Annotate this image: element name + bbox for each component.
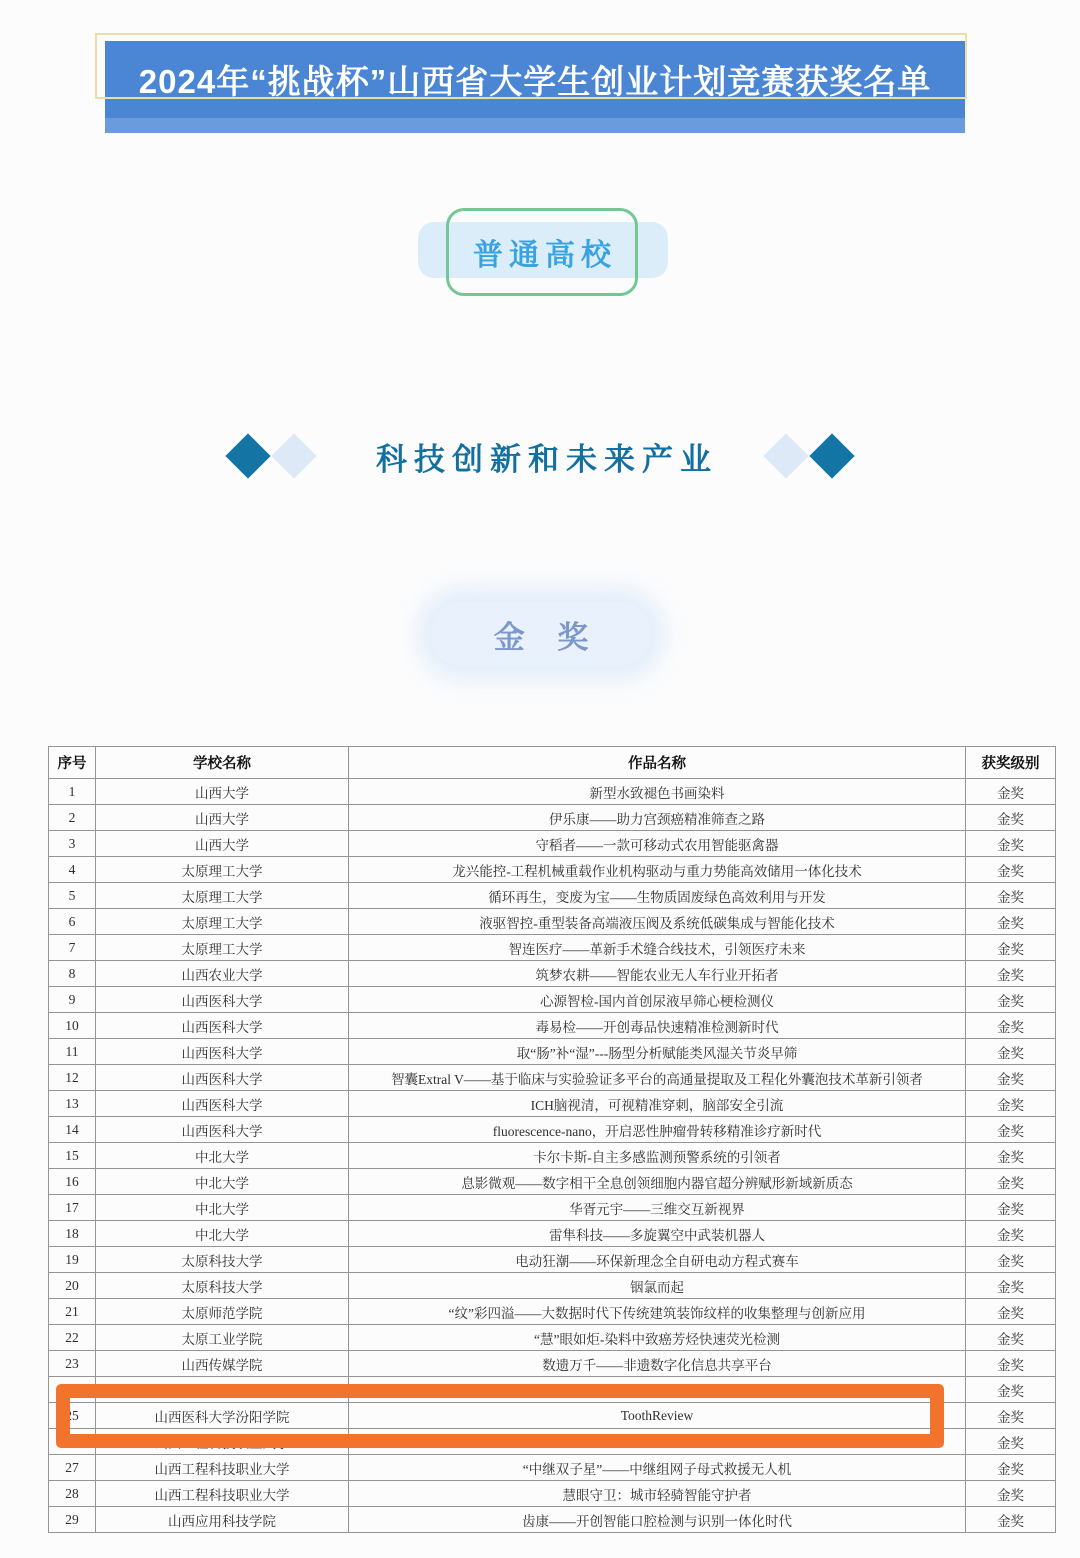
award-level: 金奖 xyxy=(966,883,1056,909)
award-level: 金奖 xyxy=(966,909,1056,935)
school-name: 太原科技大学 xyxy=(96,1273,349,1299)
table-row xyxy=(49,1273,1056,1299)
school-name: 太原师范学院 xyxy=(96,1299,349,1325)
row-number: 2 xyxy=(49,805,96,831)
school-name: 太原工业学院 xyxy=(96,1325,349,1351)
table-row xyxy=(49,1377,1056,1403)
school-name: 山西工程科技职业大学 xyxy=(96,1455,349,1481)
award-level: 金奖 xyxy=(966,1091,1056,1117)
award-level: 金奖 xyxy=(966,1507,1056,1533)
school-name: 太原理工大学 xyxy=(96,883,349,909)
award-level: 金奖 xyxy=(966,805,1056,831)
row-number: 26 xyxy=(49,1429,96,1455)
school-name: 中北大学 xyxy=(96,1169,349,1195)
category-badge-label: 普通高校 xyxy=(473,239,617,272)
school-name: 中北大学 xyxy=(96,1221,349,1247)
table-row xyxy=(49,1013,1056,1039)
work-title: 雷隼科技——多旋翼空中武装机器人 xyxy=(349,1221,966,1247)
work-title: 铟氯而起 xyxy=(349,1273,966,1299)
table-row xyxy=(49,805,1056,831)
work-title: 取“肠”补“湿”---肠型分析赋能类风湿关节炎早筛 xyxy=(349,1039,966,1065)
work-title: ICH脑视清，可视精准穿刺，脑部安全引流 xyxy=(349,1091,966,1117)
award-level: 金奖 xyxy=(966,1273,1056,1299)
school-name: 山西医科大学 xyxy=(96,1013,349,1039)
school-name: 山西应用科技学院 xyxy=(96,1507,349,1533)
row-number: 21 xyxy=(49,1299,96,1325)
row-number: 17 xyxy=(49,1195,96,1221)
diamond-icon xyxy=(225,433,270,478)
table-row xyxy=(49,779,1056,805)
work-title: 智囊Extral V——基于临床与实验验证多平台的高通量提取及工程化外囊泡技术革新引领者 xyxy=(349,1065,966,1091)
column-header: 学校名称 xyxy=(96,747,349,779)
work-title: 息影微观——数字相干全息创领细胞内器官超分辨赋形新域新质态 xyxy=(349,1169,966,1195)
award-level: 金奖 xyxy=(966,935,1056,961)
award-level: 金奖 xyxy=(966,1403,1056,1429)
table-row xyxy=(49,1429,1056,1455)
row-number: 14 xyxy=(49,1117,96,1143)
work-title: 循环再生，变废为宝——生物质固废绿色高效利用与开发 xyxy=(349,883,966,909)
work-title: 数遗万千——非遗数字化信息共享平台 xyxy=(349,1351,966,1377)
award-level: 金奖 xyxy=(966,1039,1056,1065)
school-name: 山西医科大学 xyxy=(96,1065,349,1091)
table-row xyxy=(49,909,1056,935)
row-number: 19 xyxy=(49,1247,96,1273)
work-title: 新型水致褪色书画染料 xyxy=(349,779,966,805)
award-level: 金奖 xyxy=(966,1325,1056,1351)
row-number: 29 xyxy=(49,1507,96,1533)
work-title: 齿康——开创智能口腔检测与识别一体化时代 xyxy=(349,1507,966,1533)
row-number: 12 xyxy=(49,1065,96,1091)
table-row xyxy=(49,935,1056,961)
column-header: 获奖级别 xyxy=(966,747,1056,779)
table-row xyxy=(49,857,1056,883)
award-level: 金奖 xyxy=(966,1195,1056,1221)
school-name: 山西工程科技职业大学 xyxy=(96,1429,349,1455)
award-level: 金奖 xyxy=(966,1221,1056,1247)
section-header xyxy=(0,428,1080,484)
school-name: 山西医科大学 xyxy=(96,987,349,1013)
award-level: 金奖 xyxy=(966,1429,1056,1455)
award-level: 金奖 xyxy=(966,1169,1056,1195)
award-level: 金奖 xyxy=(966,857,1056,883)
row-number: 16 xyxy=(49,1169,96,1195)
work-title: “慧”眼如炬-染料中致癌芳烃快速荧光检测 xyxy=(349,1325,966,1351)
award-level-label: 金 奖 xyxy=(493,619,601,655)
table-row xyxy=(49,1325,1056,1351)
row-number: 18 xyxy=(49,1221,96,1247)
table-row xyxy=(49,1065,1056,1091)
table-row xyxy=(49,831,1056,857)
work-title: “中继双子星”——中继组网子母式救援无人机 xyxy=(349,1455,966,1481)
award-level: 金奖 xyxy=(966,1013,1056,1039)
award-level: 金奖 xyxy=(966,779,1056,805)
section-title: 科技创新和未来产业 xyxy=(376,441,718,477)
table-row xyxy=(49,1143,1056,1169)
row-number: 22 xyxy=(49,1325,96,1351)
school-name: 山西医科大学 xyxy=(96,1091,349,1117)
table-row xyxy=(49,883,1056,909)
row-number: 28 xyxy=(49,1481,96,1507)
school-name: 太原理工大学 xyxy=(96,935,349,961)
table-row xyxy=(49,1091,1056,1117)
work-title xyxy=(349,1377,966,1403)
work-title: 守稻者——一款可移动式农用智能驱禽器 xyxy=(349,831,966,857)
category-badge xyxy=(446,208,638,296)
work-title: 慧眼守卫：城市轻骑智能守护者 xyxy=(349,1481,966,1507)
table-row xyxy=(49,1481,1056,1507)
table-row xyxy=(49,1195,1056,1221)
work-title: 卡尔卡斯-自主多感监测预警系统的引领者 xyxy=(349,1143,966,1169)
work-title: 伊乐康——助力宫颈癌精准筛查之路 xyxy=(349,805,966,831)
table-row xyxy=(49,1455,1056,1481)
school-name: 中北大学 xyxy=(96,1195,349,1221)
award-level: 金奖 xyxy=(966,1377,1056,1403)
awards-table xyxy=(48,746,1040,1533)
school-name: 山西医科大学汾阳学院 xyxy=(96,1403,349,1429)
row-number: 8 xyxy=(49,961,96,987)
work-title: 液驱智控-重型装备高端液压阀及系统低碳集成与智能化技术 xyxy=(349,909,966,935)
table-row xyxy=(49,1039,1056,1065)
award-table-body xyxy=(49,779,1056,1533)
row-number: 4 xyxy=(49,857,96,883)
work-title: 电动狂潮——环保新理念全自研电动方程式赛车 xyxy=(349,1247,966,1273)
row-number: 11 xyxy=(49,1039,96,1065)
row-number: 25 xyxy=(49,1403,96,1429)
row-number: 23 xyxy=(49,1351,96,1377)
work-title: ToothReview xyxy=(349,1403,966,1429)
work-title: fluorescence-nano，开启恶性肿瘤骨转移精准诊疗新时代 xyxy=(349,1117,966,1143)
row-number: 1 xyxy=(49,779,96,805)
school-name: 山西工程科技职业大学 xyxy=(96,1481,349,1507)
work-title: “纹”彩四溢——大数据时代下传统建筑装饰纹样的收集整理与创新应用 xyxy=(349,1299,966,1325)
award-level: 金奖 xyxy=(966,1455,1056,1481)
school-name: 山西农业大学 xyxy=(96,961,349,987)
school-name: 中北大学 xyxy=(96,1143,349,1169)
table-row xyxy=(49,1169,1056,1195)
table-row xyxy=(49,1117,1056,1143)
work-title: 龙兴能控-工程机械重载作业机构驱动与重力势能高效储用一体化技术 xyxy=(349,857,966,883)
table-row xyxy=(49,1247,1056,1273)
row-number: 6 xyxy=(49,909,96,935)
school-name: 山西医科大学 xyxy=(96,1117,349,1143)
award-level: 金奖 xyxy=(966,1143,1056,1169)
award-level: 金奖 xyxy=(966,1481,1056,1507)
table-row xyxy=(49,961,1056,987)
award-level: 金奖 xyxy=(966,831,1056,857)
table-row xyxy=(49,1403,1056,1429)
table-row xyxy=(49,1351,1056,1377)
school-name: 太原理工大学 xyxy=(96,909,349,935)
row-number: 15 xyxy=(49,1143,96,1169)
school-name: 山西传媒学院 xyxy=(96,1351,349,1377)
award-level: 金奖 xyxy=(966,1065,1056,1091)
diamond-light-icon xyxy=(763,433,808,478)
award-level: 金奖 xyxy=(966,1117,1056,1143)
award-level: 金奖 xyxy=(966,987,1056,1013)
school-name xyxy=(96,1377,349,1403)
school-name: 山西大学 xyxy=(96,805,349,831)
award-level: 金奖 xyxy=(966,1299,1056,1325)
diamond-icon xyxy=(809,433,854,478)
page-title: 2024年“挑战杯”山西省大学生创业计划竞赛获奖名单 xyxy=(138,63,932,100)
work-title: 心源智检-国内首创尿液早筛心梗检测仪 xyxy=(349,987,966,1013)
table-row xyxy=(49,1221,1056,1247)
school-name: 山西医科大学 xyxy=(96,1039,349,1065)
row-number: 20 xyxy=(49,1273,96,1299)
work-title: 筑梦农耕——智能农业无人车行业开拓者 xyxy=(349,961,966,987)
table-row xyxy=(49,1507,1056,1533)
row-number: 5 xyxy=(49,883,96,909)
row-number: 27 xyxy=(49,1455,96,1481)
row-number: 13 xyxy=(49,1091,96,1117)
row-number: 24 xyxy=(49,1377,96,1403)
diamond-light-icon xyxy=(271,433,316,478)
title-banner xyxy=(105,41,965,118)
work-title: 毒易检——开创毒品快速精准检测新时代 xyxy=(349,1013,966,1039)
award-level: 金奖 xyxy=(966,961,1056,987)
award-level: 金奖 xyxy=(966,1247,1056,1273)
banner-shadow xyxy=(105,118,965,133)
work-title xyxy=(349,1429,966,1455)
school-name: 太原科技大学 xyxy=(96,1247,349,1273)
award-level: 金奖 xyxy=(966,1351,1056,1377)
work-title: 智连医疗——革新手术缝合线技术，引领医疗未来 xyxy=(349,935,966,961)
table-row xyxy=(49,987,1056,1013)
table-header-row xyxy=(49,747,1056,779)
school-name: 山西大学 xyxy=(96,779,349,805)
row-number: 3 xyxy=(49,831,96,857)
row-number: 10 xyxy=(49,1013,96,1039)
row-number: 9 xyxy=(49,987,96,1013)
school-name: 太原理工大学 xyxy=(96,857,349,883)
award-level-badge xyxy=(431,602,651,666)
work-title: 华胥元宇——三维交互新视界 xyxy=(349,1195,966,1221)
row-number: 7 xyxy=(49,935,96,961)
table-row xyxy=(49,1299,1056,1325)
school-name: 山西大学 xyxy=(96,831,349,857)
column-header: 序号 xyxy=(49,747,96,779)
column-header: 作品名称 xyxy=(349,747,966,779)
